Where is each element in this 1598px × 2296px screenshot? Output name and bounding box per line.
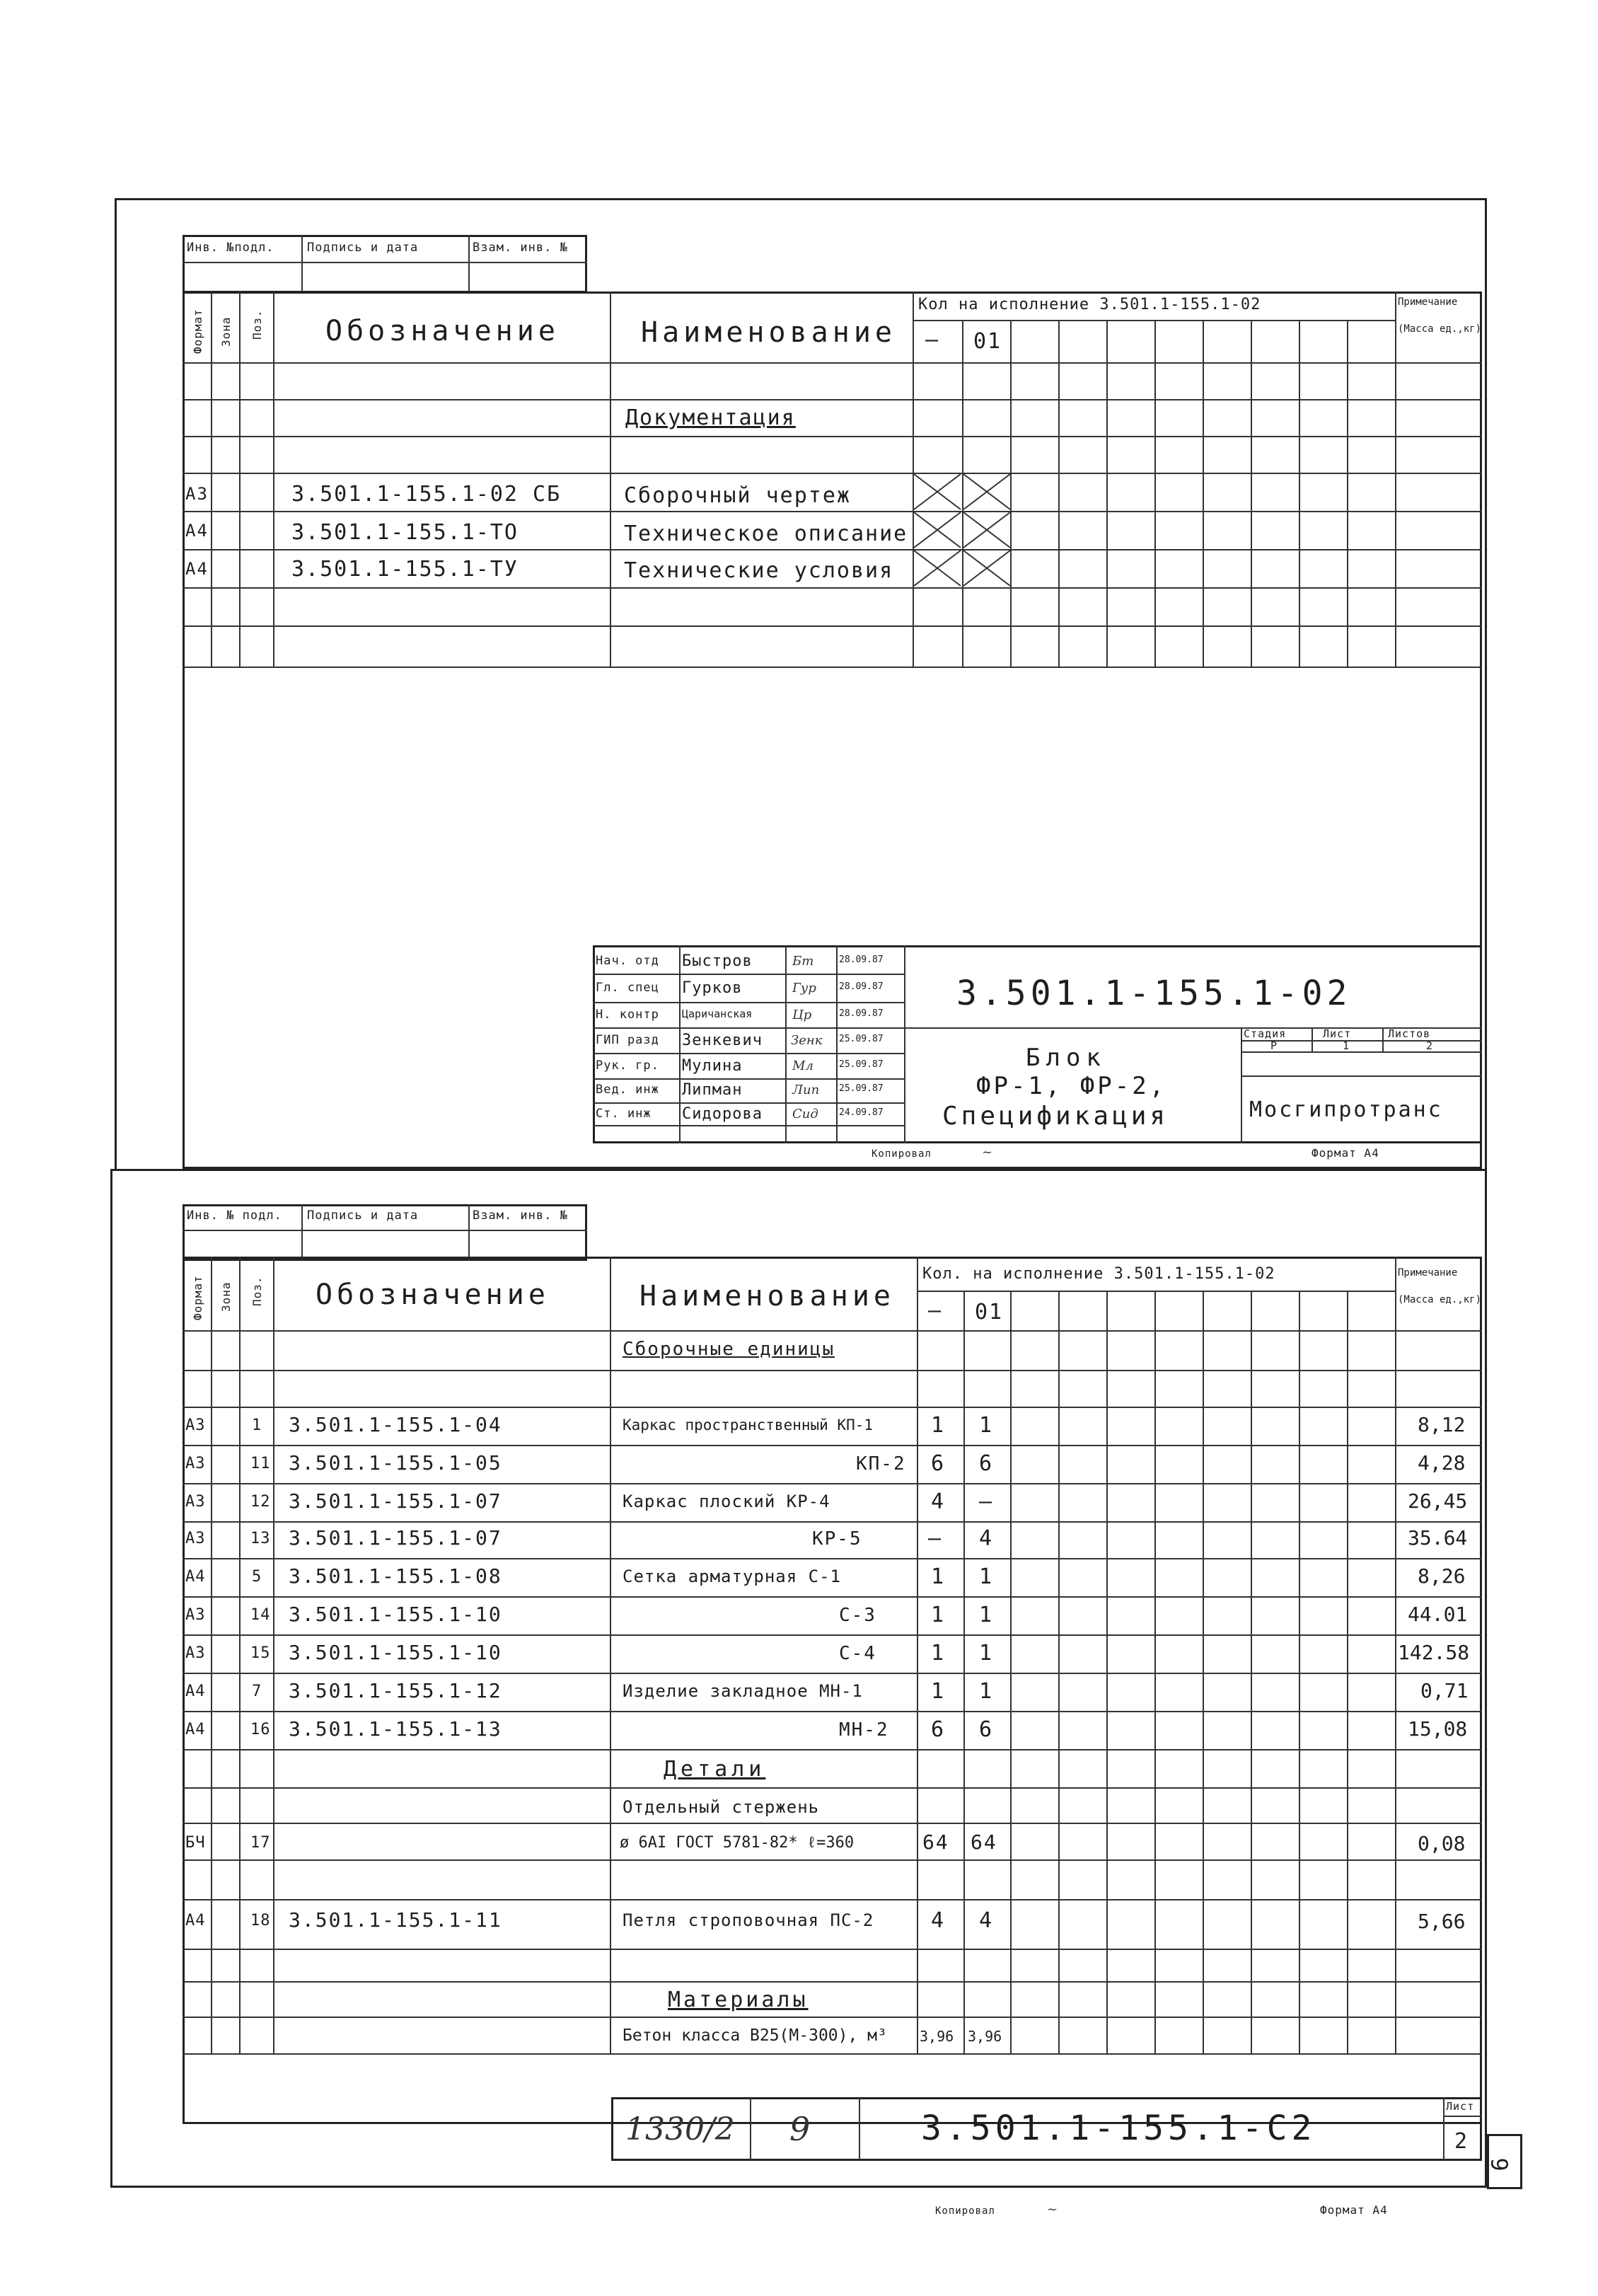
- sheet1-row1-name: Сборочный чертеж: [624, 483, 851, 508]
- sheet1-tb-name-7: Сидорова: [682, 1105, 763, 1123]
- sheet1-col-zona: Зона: [219, 316, 233, 347]
- sheet1-row3-format: A4: [185, 559, 209, 579]
- table-row-mass: 4,28: [1418, 1451, 1466, 1475]
- sheet1-sheets-label: Листов: [1388, 1027, 1431, 1040]
- table-row-mass: 8,26: [1418, 1564, 1466, 1588]
- sheet2-col-massa: (Масса ед.,кг): [1398, 1294, 1482, 1305]
- table-row-q2: 1: [979, 1679, 994, 1704]
- sheet1-tb-name-2: Гурков: [682, 979, 743, 997]
- table-row-q2: 1: [979, 1564, 994, 1589]
- sheet1-tb-name-5: Мулина: [682, 1057, 743, 1075]
- sheet2-section-assembly: Сборочные единицы: [623, 1339, 835, 1360]
- table-row-name: Каркас плоский КР-4: [623, 1492, 830, 1511]
- sheet1-tb-role-5: Рук. гр.: [596, 1058, 659, 1073]
- sheet2-loop-oboz: 3.501.1-155.1-11: [289, 1908, 502, 1932]
- table-row-poz: 13: [250, 1530, 271, 1547]
- sheet1-tb-sign-5: Мл: [792, 1058, 814, 1073]
- table-row-name: С-4: [839, 1643, 876, 1664]
- table-row-poz: 15: [250, 1644, 271, 1662]
- table-row-q2: 6: [979, 1451, 994, 1476]
- sheet1-tb-date-2: 28.09.87: [839, 981, 884, 992]
- sheet2-detail-name: ø 6АI ГОСТ 5781-82* ℓ=360: [620, 1834, 855, 1852]
- table-row-q1: 1: [931, 1413, 946, 1438]
- sheet2-detail-mass: 0,08: [1418, 1832, 1466, 1855]
- table-row-name: МН-2: [839, 1719, 889, 1741]
- table-row-oboz: 3.501.1-155.1-08: [289, 1564, 502, 1588]
- sheet1-row2-oboz: 3.501.1-155.1-ТО: [291, 520, 519, 545]
- table-row-poz: 12: [250, 1493, 271, 1511]
- sheet1-stage-value: Р: [1270, 1039, 1278, 1052]
- table-row-name: КР-5: [812, 1528, 862, 1550]
- sheet2-detail-format: БЧ: [185, 1834, 206, 1852]
- table-row-mass: 44.01: [1408, 1603, 1468, 1626]
- sheet1-col-oboznachenie: Обозначение: [325, 315, 560, 347]
- table-row-name: КП-2: [856, 1453, 906, 1475]
- table-row-q1: 1: [931, 1679, 946, 1704]
- sheet2-material-q2: 3,96: [968, 2028, 1002, 2045]
- sheet1-col-kol: Кол на исполнение 3.501.1-155.1-02: [918, 296, 1261, 313]
- table-row-name: Сетка арматурная С-1: [623, 1567, 841, 1586]
- sheet2-sheet-label: Лист: [1446, 2100, 1475, 2113]
- table-row-oboz: 3.501.1-155.1-10: [289, 1603, 502, 1626]
- table-row-format: A3: [185, 1530, 206, 1547]
- sheet1-tb-date-7: 24.09.87: [839, 1107, 884, 1118]
- sheet1-row1-oboz: 3.501.1-155.1-02 СБ: [291, 482, 562, 507]
- sheet2-loop-format: A4: [185, 1912, 206, 1929]
- sheet2-stamp-page: 9: [789, 2110, 811, 2148]
- sheet1-tb-sign-6: Лип: [792, 1083, 820, 1097]
- edge-page-number: 6: [1486, 2156, 1514, 2171]
- sheet1-col-poz: Поз.: [250, 309, 264, 340]
- sheet1-cross-cells: [913, 473, 1012, 587]
- sheet1-tb-role-4: ГИП разд: [596, 1033, 659, 1047]
- table-row-q1: 1: [931, 1603, 946, 1627]
- table-row-q2: 6: [979, 1717, 994, 1742]
- sheet1-footer-copied: Копировал: [872, 1148, 932, 1160]
- sheet2-loop-poz: 18: [250, 1912, 271, 1929]
- sheet1-org: Мосгипротранс: [1249, 1097, 1443, 1122]
- sheet2-footer-format: Формат А4: [1320, 2203, 1388, 2217]
- table-row-format: A4: [185, 1683, 206, 1700]
- sheet2-stamp-number: 1330/2: [625, 2111, 735, 2147]
- table-row-format: A3: [185, 1417, 206, 1434]
- sheet2-designation: 3.501.1-155.1-С2: [921, 2108, 1316, 2148]
- table-row-mass: 8,12: [1418, 1413, 1466, 1436]
- sheet1-section-documentation: Документация: [625, 405, 796, 430]
- sheet2-vzam-label: Взам. инв. №: [473, 1208, 568, 1223]
- table-row-poz: 7: [252, 1683, 262, 1700]
- sheet1-tb-date-1: 28.09.87: [839, 954, 884, 965]
- sheet2-col-primechanie: Примечание: [1398, 1267, 1458, 1279]
- table-row-format: A4: [185, 1721, 206, 1738]
- table-row-oboz: 3.501.1-155.1-07: [289, 1526, 502, 1550]
- sheet1-row3-oboz: 3.501.1-155.1-ТУ: [291, 557, 519, 582]
- table-row-poz: 5: [252, 1568, 262, 1586]
- sheet1-tb-role-2: Гл. спец: [596, 981, 659, 995]
- table-row-oboz: 3.501.1-155.1-12: [289, 1679, 502, 1702]
- sheet2-loop-q2: 4: [979, 1908, 994, 1933]
- sheet2-material-q1: 3,96: [920, 2028, 954, 2045]
- sheet1-title-line3: Спецификация: [942, 1102, 1169, 1131]
- table-row-name: Изделие закладное МН-1: [623, 1681, 863, 1701]
- sheet2-col-poz: Поз.: [250, 1276, 264, 1306]
- sheet1-title-line2: ФР-1, ФР-2,: [976, 1072, 1167, 1100]
- sheet2-detail-q2: 64: [971, 1830, 997, 1854]
- sheet1-tb-role-1: Нач. отд: [596, 954, 659, 968]
- table-row-oboz: 3.501.1-155.1-05: [289, 1451, 502, 1475]
- sheet2-inv-podl-label: Инв. № подл.: [187, 1208, 282, 1223]
- sheet2-footer-copied: Копировал: [935, 2205, 995, 2217]
- sheet1-tb-date-3: 28.09.87: [839, 1008, 884, 1019]
- sheet1-col-massa: (Масса ед.,кг): [1398, 323, 1482, 335]
- sheet1-row2-format: A4: [185, 521, 209, 541]
- sheet1-sheets-value: 2: [1426, 1039, 1434, 1052]
- table-row-q2: 4: [979, 1526, 994, 1551]
- sheet1-tb-role-6: Вед. инж: [596, 1083, 659, 1097]
- sheet2-loop-name: Петля строповочная ПС-2: [623, 1910, 874, 1930]
- sheet1-sheet-label: Лист: [1323, 1027, 1352, 1040]
- table-row-oboz: 3.501.1-155.1-10: [289, 1641, 502, 1664]
- sheet1-inv-podl-label: Инв. №подл.: [187, 241, 274, 255]
- table-row-format: A3: [185, 1644, 206, 1662]
- table-row-mass: 35.64: [1408, 1526, 1468, 1550]
- table-row-mass: 142.58: [1398, 1641, 1470, 1664]
- sheet2-isp-dash: —: [928, 1298, 943, 1323]
- sheet2-isp-01: 01: [975, 1300, 1004, 1325]
- sheet1-podpis-label: Подпись и дата: [307, 241, 419, 255]
- table-row-oboz: 3.501.1-155.1-04: [289, 1413, 502, 1436]
- table-row-poz: 11: [250, 1455, 271, 1472]
- table-row-poz: 16: [250, 1721, 271, 1738]
- sheet2-col-oboznachenie: Обозначение: [315, 1279, 550, 1311]
- sheet1-tb-name-6: Липман: [682, 1081, 743, 1099]
- sheet1-row1-format: A3: [185, 484, 209, 504]
- table-row-poz: 1: [252, 1417, 262, 1434]
- sheet1-tb-sign-1: Бm: [792, 954, 814, 969]
- sheet1-title-line1: Блок: [1026, 1044, 1106, 1072]
- table-row-oboz: 3.501.1-155.1-07: [289, 1489, 502, 1513]
- table-row-q1: 1: [931, 1641, 946, 1666]
- sheet2-section-materials: Материалы: [668, 1988, 809, 2012]
- sheet1-vzam-label: Взам. инв. №: [473, 241, 568, 255]
- sheet2-material-name: Бетон класса В25(М-300), м³: [623, 2026, 887, 2045]
- sheet1-tb-date-5: 25.09.87: [839, 1059, 884, 1070]
- sheet1-tb-sign-2: Гур: [792, 981, 816, 996]
- sheet2-podpis-label: Подпись и дата: [307, 1208, 419, 1223]
- sheet1-isp-dash: —: [925, 328, 940, 352]
- sheet2-detail-q1: 64: [922, 1830, 949, 1854]
- table-row-q1: 6: [931, 1451, 946, 1476]
- sheet2-col-naimenovanie: Наименование: [639, 1280, 895, 1313]
- table-row-mass: 26,45: [1408, 1489, 1468, 1513]
- table-row-name: С-3: [839, 1605, 876, 1626]
- sheet1-tb-sign-7: Сид: [792, 1107, 818, 1121]
- sheet1-tb-role-7: Ст. инж: [596, 1107, 652, 1121]
- sheet1-isp-01: 01: [973, 329, 1002, 354]
- sheet2-sheet-number: 2: [1454, 2129, 1469, 2154]
- table-row-q1: 6: [931, 1717, 946, 1742]
- sheet1-footer-format: Формат А4: [1312, 1146, 1379, 1160]
- table-row-q2: 1: [979, 1413, 994, 1438]
- sheet2-footer-signature: ~: [1047, 2202, 1058, 2217]
- sheet1-tb-role-3: Н. контр: [596, 1008, 659, 1022]
- sheet2-col-format: Формат: [191, 1275, 204, 1320]
- sheet1-designation: 3.501.1-155.1-02: [956, 974, 1352, 1013]
- sheet2-loop-mass: 5,66: [1418, 1910, 1466, 1933]
- sheet2-col-zona: Зона: [219, 1281, 233, 1312]
- sheet1-sheet-value: 1: [1343, 1039, 1350, 1052]
- sheet2-section-details: Детали: [664, 1757, 766, 1782]
- sheet1-tb-name-4: Зенкевич: [682, 1032, 763, 1049]
- sheet2-detail-caption: Отдельный стержень: [623, 1797, 820, 1817]
- sheet1-tb-date-6: 25.09.87: [839, 1083, 884, 1094]
- table-row-name: Каркас пространственный КП-1: [623, 1417, 874, 1433]
- table-row-format: A3: [185, 1606, 206, 1624]
- table-row-poz: 14: [250, 1606, 271, 1624]
- sheet1-col-naimenovanie: Наименование: [641, 316, 896, 349]
- sheet1-tb-name-3: Царичанская: [682, 1008, 753, 1020]
- table-row-q2: —: [979, 1489, 994, 1514]
- table-row-mass: 0,71: [1420, 1679, 1469, 1702]
- table-row-oboz: 3.501.1-155.1-13: [289, 1717, 502, 1741]
- sheet1-tb-date-4: 25.09.87: [839, 1034, 884, 1044]
- table-row-q1: —: [928, 1526, 943, 1551]
- sheet2-detail-poz: 17: [250, 1834, 271, 1852]
- sheet1-row2-name: Техническое описание: [624, 521, 908, 546]
- sheet2-loop-q1: 4: [931, 1908, 946, 1933]
- table-row-q2: 1: [979, 1641, 994, 1666]
- sheet2-col-kol: Кол. на исполнение 3.501.1-155.1-02: [922, 1265, 1275, 1283]
- table-row-q2: 1: [979, 1603, 994, 1627]
- table-row-format: A4: [185, 1568, 206, 1586]
- table-row-mass: 15,08: [1408, 1717, 1468, 1741]
- sheet1-footer-signature: ~: [982, 1145, 993, 1160]
- sheet1-row3-name: Технические условия: [624, 558, 894, 583]
- sheet1-col-primechanie: Примечание: [1398, 296, 1458, 308]
- sheet1-tb-sign-3: Цр: [792, 1008, 812, 1022]
- sheet1-stage-label: Стадия: [1244, 1027, 1287, 1040]
- table-row-q1: 1: [931, 1564, 946, 1589]
- sheet1-tb-name-1: Быстров: [682, 952, 753, 970]
- table-row-q1: 4: [931, 1489, 946, 1514]
- sheet1-tb-sign-4: Зенк: [791, 1033, 823, 1048]
- table-row-format: A3: [185, 1493, 206, 1511]
- table-row-format: A3: [185, 1455, 206, 1472]
- sheet1-col-format: Формат: [191, 308, 204, 354]
